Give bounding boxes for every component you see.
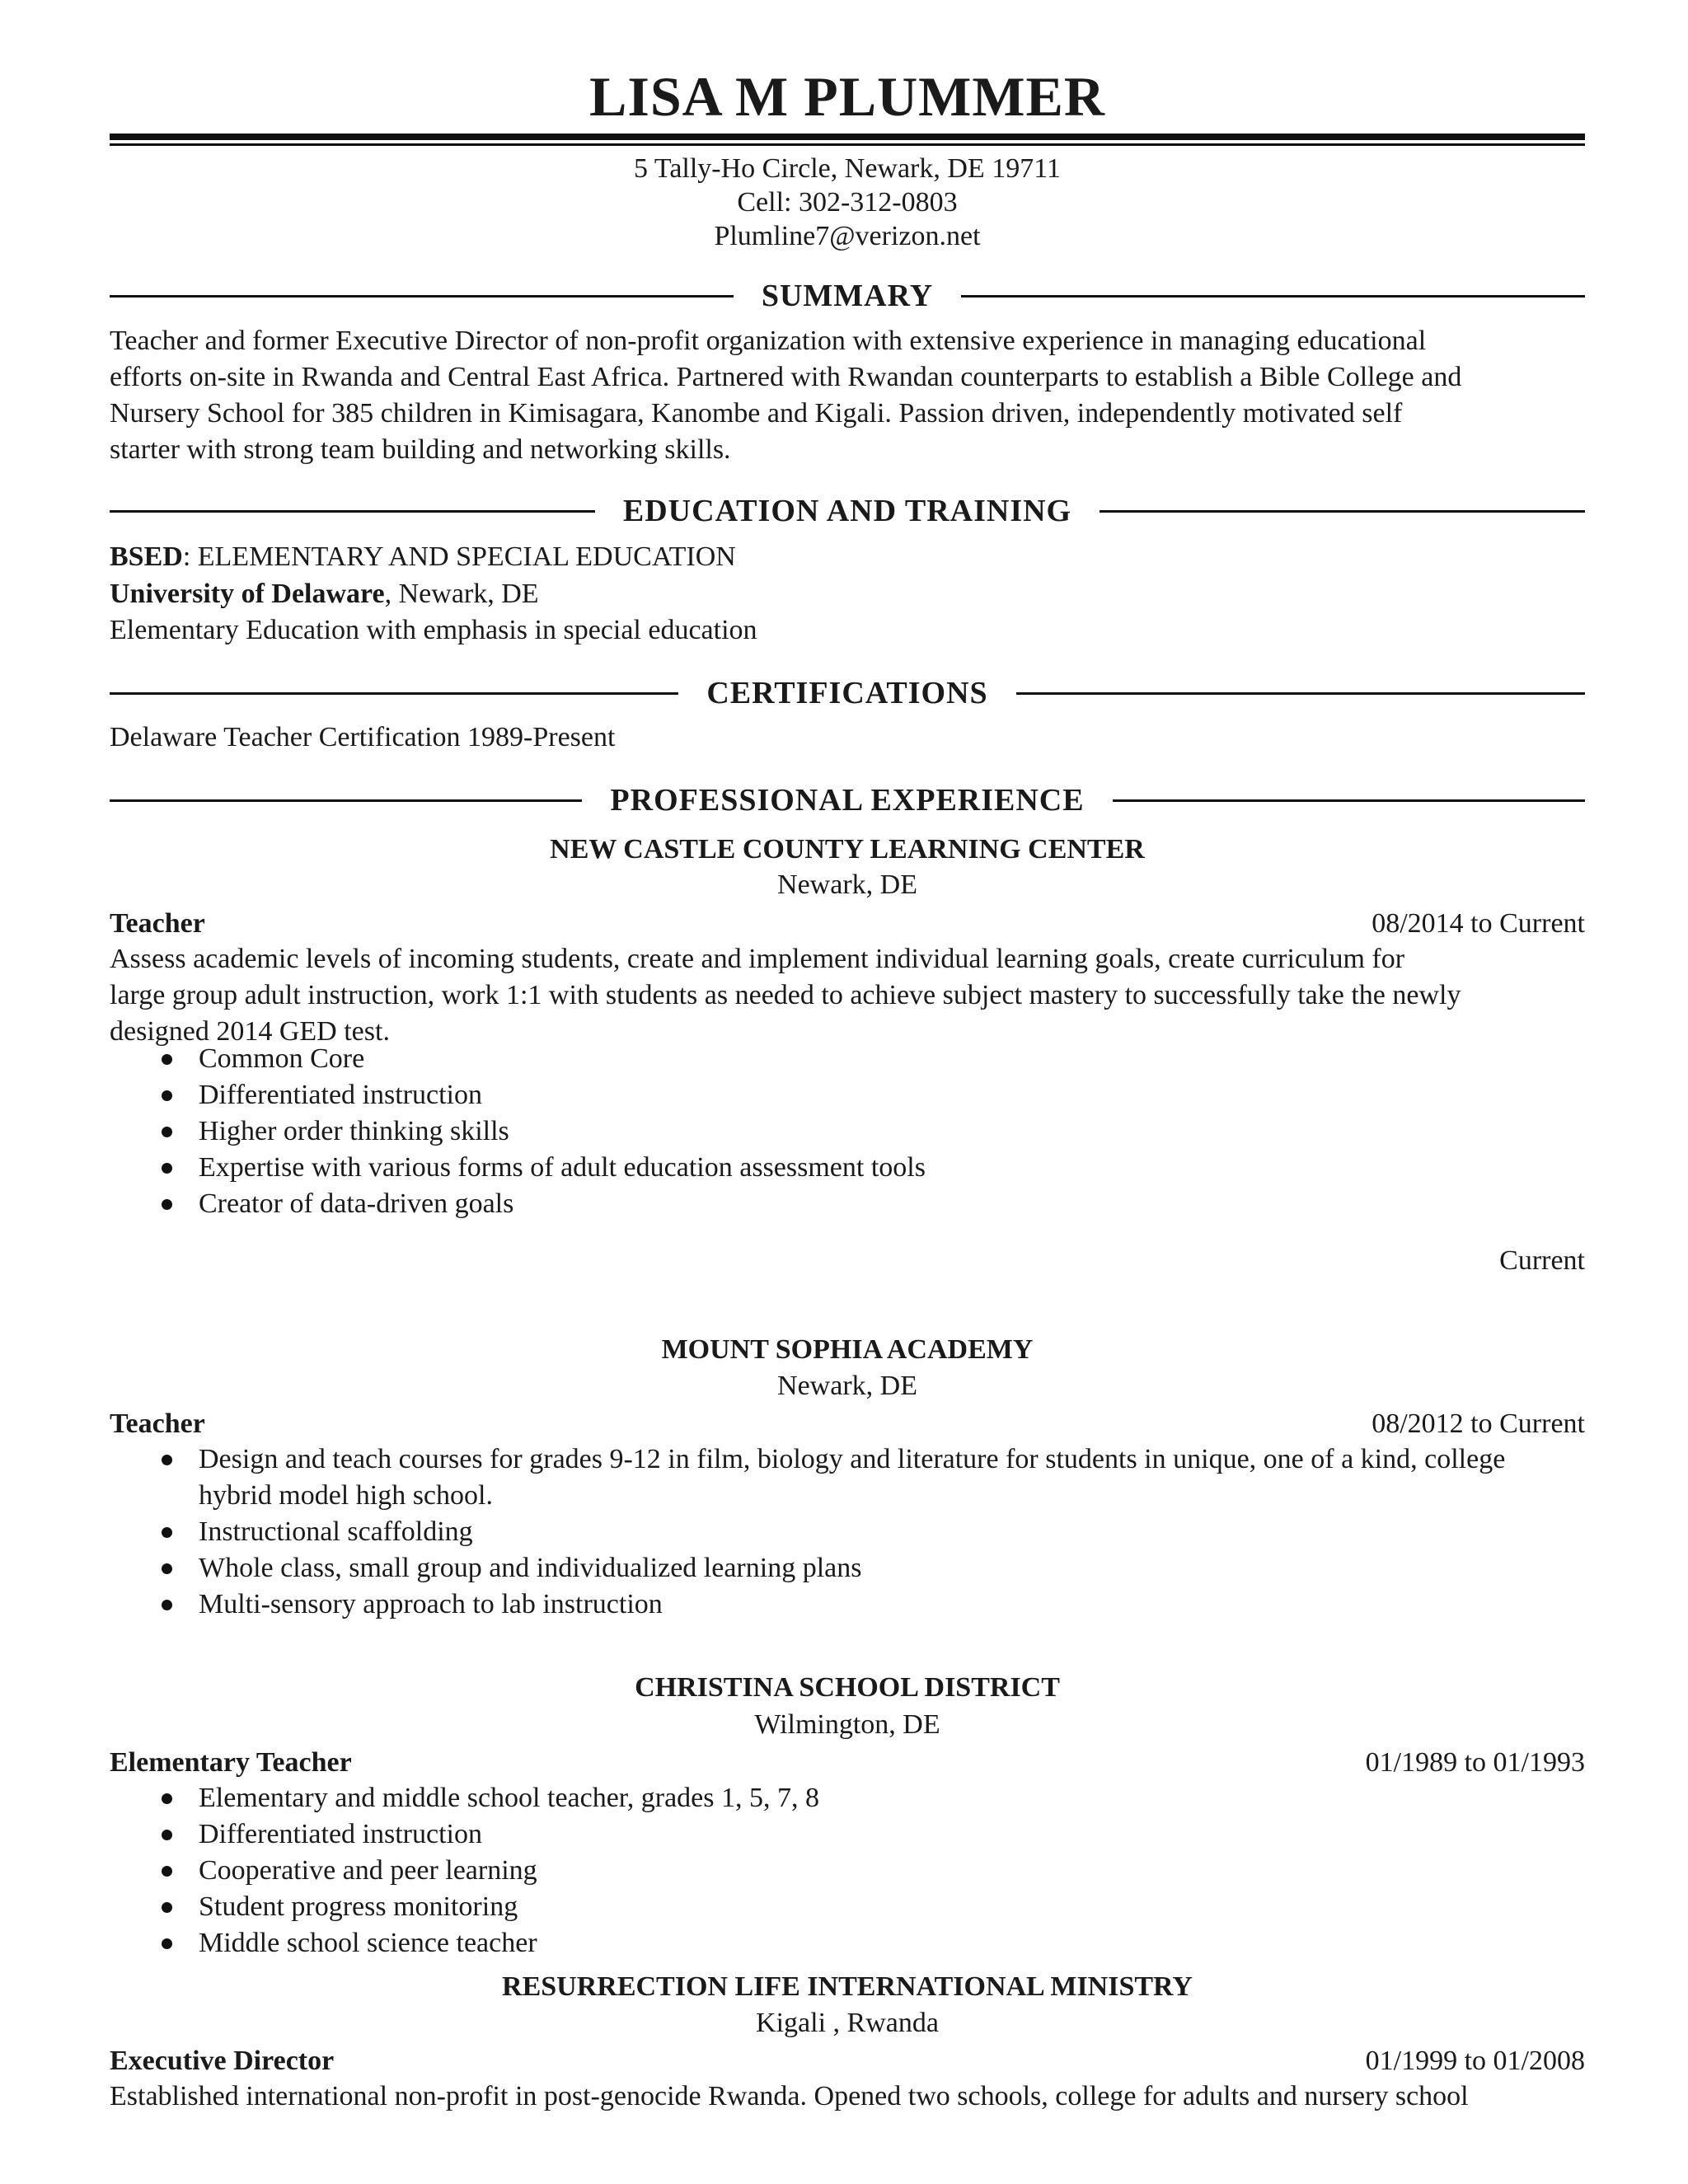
education-title: EDUCATION AND TRAINING (622, 494, 1072, 528)
header-rule-thin (110, 143, 1585, 146)
summary-title: SUMMARY (761, 279, 934, 313)
heading-rule-left (110, 510, 595, 513)
list-item: Cooperative and peer learning (110, 1853, 1585, 1889)
job-location: Newark, DE (777, 1371, 917, 1401)
job-role: Teacher (110, 1408, 205, 1439)
summary-line: Nursery School for 385 children in Kimisagara, Kanombe and Kigali. Passion driven, independently motivated self (110, 398, 1403, 429)
bullet-icon (162, 1054, 172, 1065)
list-item: Higher order thinking skills (110, 1113, 1585, 1150)
heading-rule-right (1113, 799, 1585, 802)
job-dates: 08/2012 to Current (1372, 1408, 1585, 1439)
job-role-row (110, 2043, 1585, 2079)
job-role: Teacher (110, 908, 205, 939)
heading-rule-left (110, 692, 678, 695)
certifications-heading (110, 673, 1585, 714)
list-item: Differentiated instruction (110, 1077, 1585, 1113)
resume-name: LISA M PLUMMER (589, 65, 1105, 128)
certification-item: Delaware Teacher Certification 1989-Present (110, 722, 616, 752)
job-dates: 01/1989 to 01/1993 (1365, 1747, 1585, 1778)
heading-rule-right (961, 295, 1585, 298)
job-description-line: designed 2014 GED test. (110, 1016, 390, 1047)
heading-rule-left (110, 295, 734, 298)
degree-value: : ELEMENTARY AND SPECIAL EDUCATION (182, 541, 736, 572)
list-item: Elementary and middle school teacher, grades 1, 5, 7, 8 (110, 1780, 1585, 1816)
degree-label: BSED (110, 541, 183, 572)
bullet-icon (162, 1830, 172, 1840)
job-description-line: Assess academic levels of incoming students, create and implement individual learning goals, create curriculum for (110, 944, 1405, 974)
certifications-title: CERTIFICATIONS (706, 676, 988, 710)
list-item: Design and teach courses for grades 9-12 in film, biology and literature for students in unique, one of a kind, college hybrid model high school. (110, 1441, 1585, 1514)
summary-line: Teacher and former Executive Director of non-profit organization with extensive experience in managing educational (110, 326, 1427, 356)
job-bullet-list (110, 1780, 1585, 1961)
education-degree (110, 539, 1585, 575)
school-location: , Newark, DE (384, 579, 539, 609)
bullet-icon (162, 1866, 172, 1877)
school-name: University of Delaware (110, 579, 385, 609)
bullet-icon (162, 1127, 172, 1137)
job-dates: 01/1999 to 01/2008 (1365, 2046, 1585, 2076)
job-dates: 08/2014 to Current (1372, 908, 1585, 939)
list-item: Whole class, small group and individualized learning plans (110, 1550, 1585, 1586)
experience-title: PROFESSIONAL EXPERIENCE (610, 783, 1085, 818)
bullet-icon (162, 1455, 172, 1465)
job-bullet-list (110, 1041, 1585, 1222)
job-location: Newark, DE (777, 869, 917, 900)
job-description-line: large group adult instruction, work 1:1 with students as needed to achieve subject mastery to successfully take the newly (110, 980, 1461, 1010)
heading-rule-left (110, 799, 582, 802)
job-role-row (110, 1745, 1585, 1781)
summary-line: efforts on-site in Rwanda and Central East Africa. Partnered with Rwandan counterparts to establish a Bible College and (110, 362, 1462, 392)
heading-rule-right (1016, 692, 1585, 695)
bullet-icon (162, 1793, 172, 1804)
education-school (110, 576, 1585, 612)
job-location: Wilmington, DE (754, 1709, 940, 1740)
bullet-icon (162, 1600, 172, 1610)
job-company: RESURRECTION LIFE INTERNATIONAL MINISTRY (502, 1971, 1193, 2002)
job-location: Kigali , Rwanda (756, 2008, 939, 2038)
job-company: CHRISTINA SCHOOL DISTRICT (635, 1672, 1060, 1703)
job-role-row (110, 1406, 1585, 1442)
education-heading (110, 490, 1585, 532)
job-trailing-date: Current (1499, 1245, 1585, 1276)
job-company: NEW CASTLE COUNTY LEARNING CENTER (550, 834, 1145, 865)
contact-email: Plumline7@verizon.net (714, 221, 981, 251)
list-item: Middle school science teacher (110, 1925, 1585, 1961)
contact-block (110, 152, 1585, 253)
bullet-icon (162, 1163, 172, 1174)
bullet-icon (162, 1527, 172, 1538)
list-item: Student progress monitoring (110, 1889, 1585, 1925)
bullet-icon (162, 1199, 172, 1210)
job-description (110, 941, 1585, 1050)
list-item: Creator of data-driven goals (110, 1186, 1585, 1222)
bullet-icon (162, 1563, 172, 1574)
job-company: MOUNT SOPHIA ACADEMY (661, 1334, 1034, 1365)
job-role: Elementary Teacher (110, 1747, 352, 1778)
job-description (110, 2079, 1585, 2115)
job-description-line: Established international non-profit in post-genocide Rwanda. Opened two schools, college for adults and nursery school (110, 2081, 1469, 2111)
resume-page (110, 0, 1585, 2184)
contact-address: 5 Tally-Ho Circle, Newark, DE 19711 (634, 153, 1061, 184)
bullet-icon (162, 1938, 172, 1949)
list-item: Multi-sensory approach to lab instruction (110, 1586, 1585, 1623)
job-role: Executive Director (110, 2046, 335, 2076)
job-bullet-list (110, 1441, 1585, 1623)
summary-line: starter with strong team building and networking skills. (110, 434, 731, 465)
heading-rule-right (1100, 510, 1585, 513)
job-role-row (110, 906, 1585, 942)
bullet-icon (162, 1090, 172, 1101)
list-item: Common Core (110, 1041, 1585, 1077)
bullet-icon (162, 1902, 172, 1913)
header-rule-thick (110, 134, 1585, 140)
experience-heading (110, 780, 1585, 821)
summary-text (110, 323, 1585, 468)
list-item: Differentiated instruction (110, 1816, 1585, 1853)
summary-heading (110, 275, 1585, 316)
education-detail: Elementary Education with emphasis in special education (110, 615, 757, 645)
list-item: Expertise with various forms of adult education assessment tools (110, 1150, 1585, 1186)
list-item: Instructional scaffolding (110, 1514, 1585, 1550)
contact-phone: Cell: 302-312-0803 (737, 187, 958, 218)
